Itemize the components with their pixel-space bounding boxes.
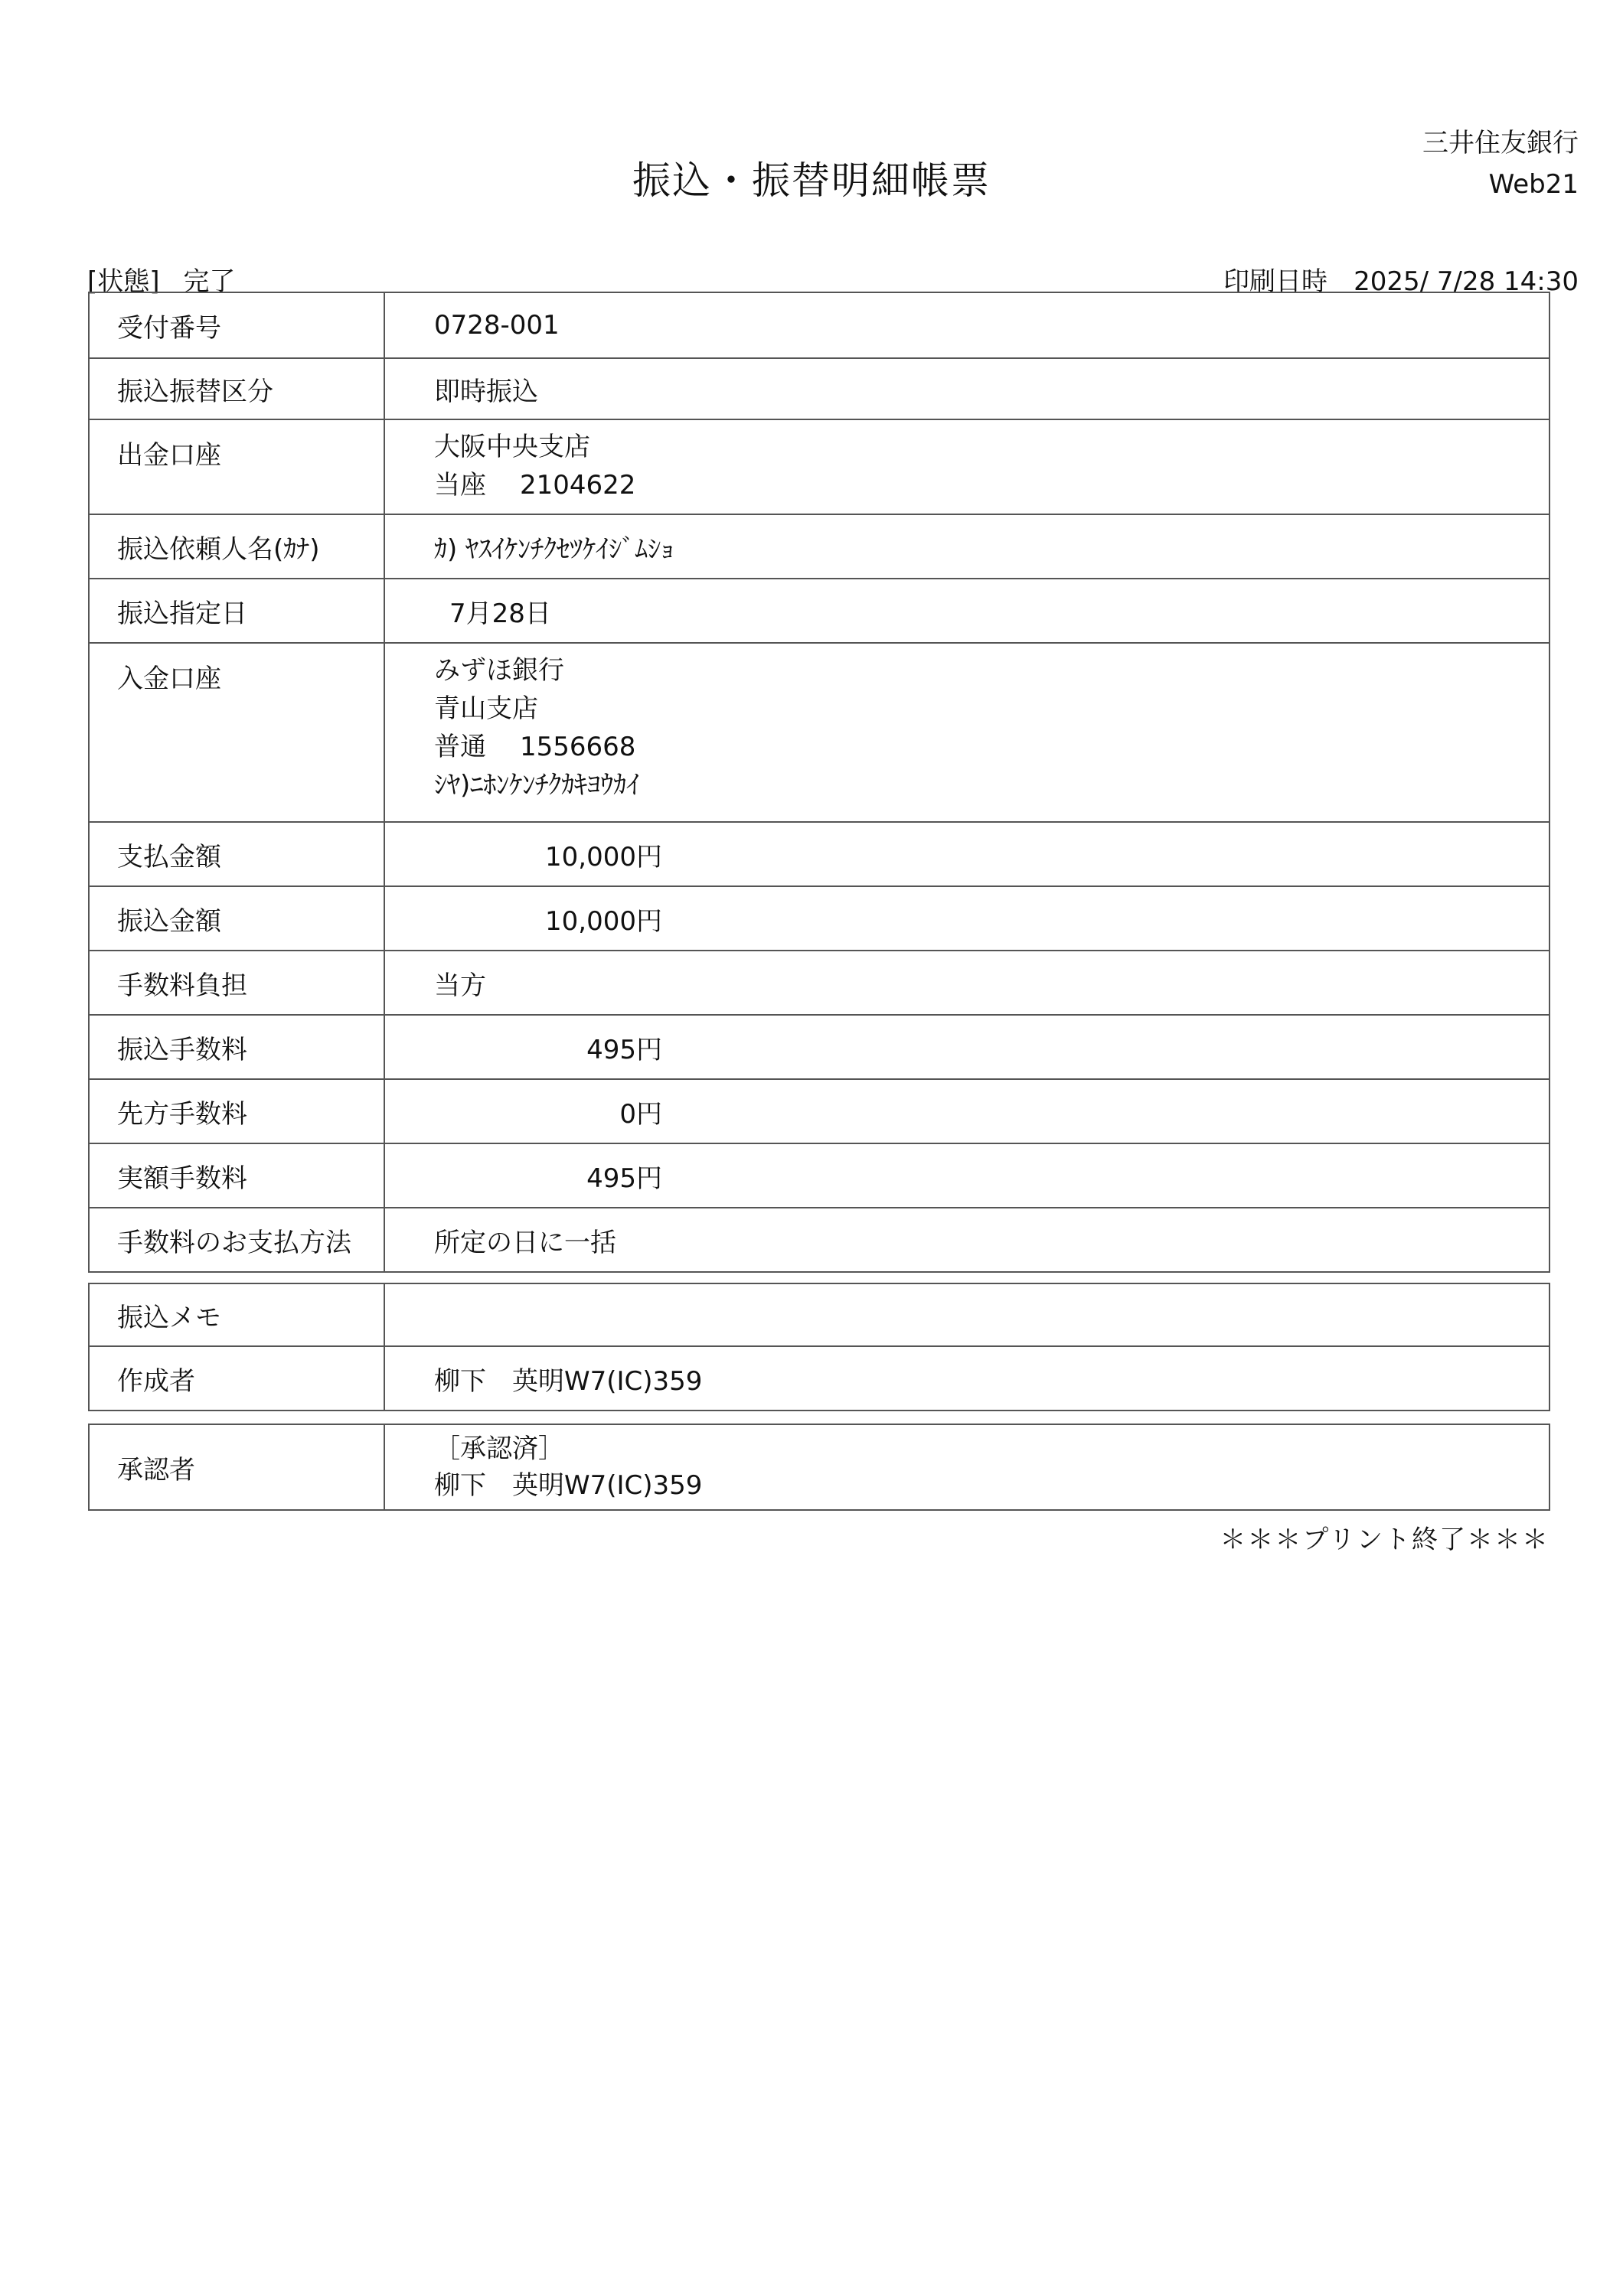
memo-label: 振込メモ (89, 1283, 384, 1346)
table-row (89, 1015, 1550, 1079)
receipt-no-value: 0728-001 (384, 292, 1550, 358)
memo-table (88, 1283, 1550, 1411)
table-row (89, 358, 1550, 419)
creator-value: 柳下 英明W7(IC)359 (384, 1346, 1550, 1411)
requester-kana-value: ｶ) ﾔｽｲｹﾝﾁｸｾﾂｹｲｼﾞﾑｼｮ (384, 514, 1550, 579)
actual-fee-label: 実額手数料 (89, 1143, 384, 1208)
approver-label: 承認者 (89, 1424, 384, 1510)
requester-kana-label: 振込依頼人名(ｶﾅ) (89, 514, 384, 579)
source-branch: 大阪中央支店 (434, 432, 590, 462)
status-label: [状態] (87, 266, 160, 297)
destination-holder-kana: ｼﾔ)ﾆﾎﾝｹﾝﾁｸｶｷﾖｳｶｲ (434, 770, 640, 801)
print-datetime-value: 2025/ 7/28 14:30 (1354, 266, 1579, 297)
transfer-detail-table (88, 292, 1550, 1273)
approval-table (88, 1424, 1550, 1511)
payment-amount-label: 支払金額 (89, 822, 384, 886)
payment-amount-value: 10,000円 (545, 841, 662, 872)
bank-info (1422, 122, 1579, 205)
actual-fee-value: 495円 (586, 1163, 662, 1194)
table-row (89, 419, 1550, 514)
fee-bearer-label: 手数料負担 (89, 951, 384, 1015)
table-row (89, 1283, 1550, 1346)
destination-account-number: 1556668 (520, 732, 636, 762)
approver-cell (384, 1424, 1550, 1510)
fee-payment-method-label: 手数料のお支払方法 (89, 1208, 384, 1272)
transfer-type-value: 即時振込 (384, 358, 1550, 419)
designated-date-label: 振込指定日 (89, 579, 384, 643)
destination-account-line (434, 728, 1549, 766)
recipient-fee-cell (384, 1079, 1550, 1143)
destination-account-type: 普通 (434, 732, 486, 762)
table-row (89, 951, 1550, 1015)
table-row (89, 1346, 1550, 1411)
receipt-no-label: 受付番号 (89, 292, 384, 358)
fee-bearer-value: 当方 (384, 951, 1550, 1015)
transfer-amount-cell (384, 886, 1550, 951)
destination-branch: 青山支店 (434, 693, 538, 724)
source-account-value (384, 419, 1550, 514)
designated-date-value: 7月28日 (384, 579, 1550, 643)
recipient-fee-label: 先方手数料 (89, 1079, 384, 1143)
print-datetime-label: 印刷日時 (1223, 266, 1328, 297)
print-end-mark: ＊＊＊プリント終了＊＊＊ (1220, 1525, 1550, 1555)
destination-account-label: 入金口座 (89, 643, 384, 822)
source-account-label: 出金口座 (89, 419, 384, 514)
status-value: 完了 (183, 266, 236, 297)
table-row (89, 822, 1550, 886)
approval-status: ［承認済］ (434, 1433, 564, 1464)
fee-payment-method-value: 所定の日に一括 (384, 1208, 1550, 1272)
source-account-number: 2104622 (520, 470, 636, 501)
service-name: Web21 (1488, 169, 1579, 200)
table-row (89, 1079, 1550, 1143)
table-row (89, 292, 1550, 358)
transfer-fee-cell (384, 1015, 1550, 1079)
table-row (89, 643, 1550, 822)
transfer-fee-label: 振込手数料 (89, 1015, 384, 1079)
destination-bank: みずほ銀行 (434, 655, 564, 686)
table-row (89, 514, 1550, 579)
table-row (89, 886, 1550, 951)
recipient-fee-value: 0円 (619, 1098, 662, 1130)
destination-account-value (384, 643, 1550, 822)
table-row (89, 1208, 1550, 1272)
payment-amount-cell (384, 822, 1550, 886)
approver-value: 柳下 英明W7(IC)359 (434, 1470, 703, 1501)
creator-label: 作成者 (89, 1346, 384, 1411)
transfer-amount-label: 振込金額 (89, 886, 384, 951)
actual-fee-cell (384, 1143, 1550, 1208)
transfer-type-label: 振込振替区分 (89, 358, 384, 419)
table-row (89, 1424, 1550, 1510)
page-title: 振込・振替明細帳票 (632, 158, 991, 203)
transfer-amount-value: 10,000円 (545, 905, 662, 937)
table-row (89, 579, 1550, 643)
table-row (89, 1143, 1550, 1208)
source-account-type: 当座 (434, 470, 486, 501)
source-account-line (434, 466, 1549, 504)
transfer-fee-value: 495円 (586, 1034, 662, 1065)
bank-name: 三井住友銀行 (1422, 128, 1579, 158)
memo-value (384, 1283, 1550, 1346)
